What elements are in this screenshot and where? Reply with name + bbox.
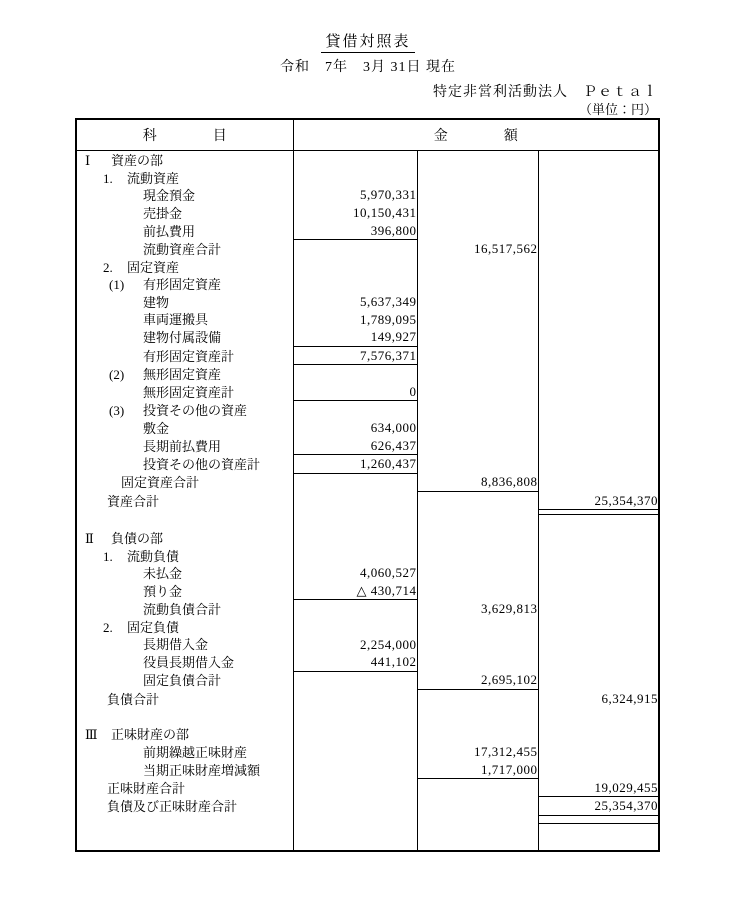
table-row (76, 600, 659, 618)
account-cell (76, 725, 293, 743)
table-row (76, 618, 659, 636)
account-cell (76, 797, 293, 816)
amount-col1-cell (293, 707, 417, 725)
account-cell (76, 514, 293, 529)
amount-col3-cell (538, 514, 659, 529)
empty-row (76, 707, 659, 725)
table-row (76, 491, 659, 509)
row-marker: 1. (103, 548, 113, 564)
amount-col2-cell (417, 365, 538, 383)
page-title (0, 30, 736, 51)
amount-col2-cell (417, 797, 538, 816)
amount-col2-cell (417, 582, 538, 600)
col-header-amount: 金 額 (293, 119, 659, 151)
account-label: 役員長期借入金 (143, 655, 235, 671)
amount-col2-cell (417, 842, 538, 851)
amount-col3-cell (538, 635, 659, 653)
amount-col3-cell (538, 328, 659, 346)
account-cell (76, 293, 293, 311)
amount-col1-cell (293, 689, 417, 707)
amount-col2-cell: 3,629,813 (417, 600, 538, 618)
account-cell (76, 823, 293, 842)
amount-col3-cell (538, 582, 659, 600)
account-cell (76, 653, 293, 671)
amount-col2-cell (417, 725, 538, 743)
amount-col2-cell (417, 275, 538, 293)
amount-col1-cell (293, 529, 417, 547)
amount-col3-cell (538, 151, 659, 169)
amount-col3-cell (538, 437, 659, 455)
account-cell (76, 529, 293, 547)
amount-col2-cell (417, 823, 538, 842)
amount-col1-cell: 4,060,527 (293, 564, 417, 582)
amount-col3-cell (538, 600, 659, 618)
row-marker: (1) (109, 277, 125, 293)
amount-col1-cell: 5,970,331 (293, 186, 417, 204)
amount-col3-cell (538, 725, 659, 743)
amount-col1-cell (293, 365, 417, 383)
account-label: 現金預金 (143, 188, 196, 204)
table-row (76, 473, 659, 491)
account-cell (76, 275, 293, 293)
amount-col3-cell (538, 221, 659, 239)
account-cell (76, 564, 293, 582)
account-cell (76, 671, 293, 689)
account-cell (76, 365, 293, 383)
account-label: 資産合計 (107, 493, 160, 509)
table-row (76, 671, 659, 689)
amount-col2-cell (417, 204, 538, 222)
amount-col1-cell: 2,254,000 (293, 635, 417, 653)
account-label: 前期繰越正味財産 (143, 744, 248, 760)
account-cell (76, 310, 293, 328)
table-row (76, 383, 659, 401)
account-label: 負債合計 (107, 691, 160, 707)
amount-col1-cell (293, 618, 417, 636)
account-label: 固定資産 (127, 259, 180, 275)
account-label: 敷金 (143, 420, 170, 436)
amount-col2-cell (417, 779, 538, 797)
amount-col2-cell (417, 635, 538, 653)
table-row (76, 275, 659, 293)
amount-col2-cell (417, 221, 538, 239)
account-label: 当期正味財産増減額 (143, 762, 261, 778)
amount-col1-cell (293, 725, 417, 743)
amount-col2-cell (417, 328, 538, 346)
amount-col2-cell (417, 514, 538, 529)
table-row (76, 635, 659, 653)
empty-row (76, 514, 659, 529)
amount-col2-cell (417, 186, 538, 204)
amount-col2-cell (417, 455, 538, 474)
amount-col2-cell: 17,312,455 (417, 743, 538, 761)
amount-col1-cell (293, 671, 417, 689)
col-header-account: 科 目 (76, 119, 293, 151)
amount-col1-cell (293, 600, 417, 618)
amount-col1-cell (293, 797, 417, 816)
account-label: 固定負債合計 (143, 673, 222, 689)
table-row (76, 437, 659, 455)
amount-col1-cell (293, 842, 417, 851)
account-label: 有形固定資産 (143, 277, 222, 293)
amount-col3-cell (538, 671, 659, 689)
amount-col3-cell (538, 842, 659, 851)
account-label: 有形固定資産計 (143, 348, 235, 364)
account-cell (76, 842, 293, 851)
amount-col2-cell (417, 689, 538, 707)
amount-col1-cell (293, 546, 417, 564)
table-row (76, 258, 659, 276)
amount-col1-cell (293, 151, 417, 169)
account-cell (76, 689, 293, 707)
amount-col1-cell: 5,637,349 (293, 293, 417, 311)
account-cell (76, 582, 293, 600)
amount-col1-cell: 149,927 (293, 328, 417, 346)
account-cell (76, 491, 293, 509)
amount-col3-cell (538, 293, 659, 311)
account-label: 投資その他の資産計 (143, 457, 261, 473)
amount-col2-cell (417, 437, 538, 455)
row-marker: Ⅲ (85, 727, 98, 743)
table-header-row (76, 119, 659, 151)
amount-col3-cell (538, 455, 659, 474)
amount-col1-cell: 626,437 (293, 437, 417, 455)
amount-col1-cell (293, 743, 417, 761)
account-label: 固定負債 (127, 619, 180, 635)
amount-col2-cell (417, 564, 538, 582)
table-row (76, 151, 659, 169)
amount-col3-cell (538, 310, 659, 328)
account-label: 流動資産 (127, 170, 180, 186)
table-row (76, 582, 659, 600)
table-row (76, 293, 659, 311)
table-row (76, 761, 659, 779)
amount-col3-cell (538, 823, 659, 842)
amount-col1-cell: 396,800 (293, 221, 417, 239)
amount-col2-cell (417, 383, 538, 401)
account-label: 車両運搬具 (143, 312, 209, 328)
empty-row (76, 823, 659, 842)
amount-col2-cell (417, 310, 538, 328)
account-label: 建物 (143, 294, 170, 310)
account-cell (76, 761, 293, 779)
amount-col3-cell (538, 529, 659, 547)
account-label: 前払費用 (143, 223, 196, 239)
amount-col3-cell (538, 365, 659, 383)
amount-col2-cell (417, 529, 538, 547)
organization-name: 特定非営利活動法人 Ｐｅｔａｌ (433, 85, 658, 100)
amount-col3-cell (538, 564, 659, 582)
row-marker: 1. (103, 170, 113, 186)
account-cell (76, 546, 293, 564)
table-row (76, 725, 659, 743)
table-row (76, 221, 659, 239)
account-cell (76, 169, 293, 187)
amount-col3-cell: 6,324,915 (538, 689, 659, 707)
table-row (76, 779, 659, 797)
account-label: 長期借入金 (143, 637, 209, 653)
amount-col1-cell (293, 491, 417, 509)
row-marker: Ⅱ (85, 530, 94, 546)
table-row (76, 546, 659, 564)
row-marker: (3) (109, 403, 125, 419)
amount-col3-cell (538, 383, 659, 401)
table-row (76, 653, 659, 671)
amount-col2-cell: 16,517,562 (417, 239, 538, 257)
amount-col3-cell: 25,354,370 (538, 491, 659, 509)
account-label: 預り金 (143, 583, 183, 599)
amount-col2-cell (417, 546, 538, 564)
double-rule-spacer-row (76, 815, 659, 823)
account-cell (76, 204, 293, 222)
account-label: 正味財産の部 (111, 727, 190, 743)
account-cell (76, 779, 293, 797)
amount-col3-cell (538, 419, 659, 437)
account-cell (76, 437, 293, 455)
amount-col3-cell (538, 401, 659, 419)
balance-sheet-table (75, 118, 660, 852)
account-cell (76, 600, 293, 618)
amount-col3-cell (538, 707, 659, 725)
table-row (76, 328, 659, 346)
account-label: 無形固定資産計 (143, 385, 235, 401)
amount-col1-cell: 0 (293, 383, 417, 401)
table-row (76, 239, 659, 257)
account-label: 未払金 (143, 566, 183, 582)
amount-col2-cell (417, 815, 538, 823)
account-cell (76, 346, 293, 365)
amount-col2-cell: 2,695,102 (417, 671, 538, 689)
amount-col2-cell (417, 653, 538, 671)
amount-col2-cell (417, 346, 538, 365)
account-cell (76, 186, 293, 204)
table-row (76, 186, 659, 204)
amount-col3-cell (538, 275, 659, 293)
amount-col3-cell: 25,354,370 (538, 797, 659, 816)
account-cell (76, 635, 293, 653)
balance-sheet-body (76, 151, 659, 851)
account-cell (76, 455, 293, 474)
account-label: 固定資産合計 (121, 475, 200, 491)
amount-col2-cell: 1,717,000 (417, 761, 538, 779)
amount-col3-cell (538, 815, 659, 823)
account-cell (76, 815, 293, 823)
table-row (76, 310, 659, 328)
amount-col1-cell (293, 815, 417, 823)
amount-col3-cell (538, 653, 659, 671)
amount-col2-cell (417, 491, 538, 509)
account-label: 長期前払費用 (143, 438, 222, 454)
account-label: 投資その他の資産 (143, 403, 248, 419)
account-label: 負債の部 (111, 530, 164, 546)
amount-col3-cell (538, 546, 659, 564)
table-row (76, 529, 659, 547)
account-label: 正味財産合計 (107, 780, 186, 796)
amount-col1-cell: 441,102 (293, 653, 417, 671)
account-cell (76, 258, 293, 276)
amount-col1-cell: 1,789,095 (293, 310, 417, 328)
table-row (76, 564, 659, 582)
amount-col3-cell (538, 204, 659, 222)
table-row (76, 419, 659, 437)
amount-col3-cell: 19,029,455 (538, 779, 659, 797)
account-label: 無形固定資産 (143, 366, 222, 382)
amount-col2-cell (417, 169, 538, 187)
account-label: 資産の部 (111, 153, 164, 169)
account-cell (76, 707, 293, 725)
amount-col1-cell (293, 169, 417, 187)
amount-col3-cell (538, 239, 659, 257)
amount-col1-cell (293, 401, 417, 419)
report-date: 令和 7年 3月 31日 現在 (280, 60, 456, 75)
account-cell (76, 419, 293, 437)
amount-col1-cell (293, 473, 417, 491)
account-cell (76, 473, 293, 491)
amount-col2-cell (417, 401, 538, 419)
amount-col1-cell (293, 823, 417, 842)
table-row (76, 743, 659, 761)
amount-col2-cell: 8,836,808 (417, 473, 538, 491)
amount-col2-cell (417, 258, 538, 276)
account-label: 建物付属設備 (143, 330, 222, 346)
amount-col2-cell (417, 707, 538, 725)
amount-col1-cell: 634,000 (293, 419, 417, 437)
amount-col2-cell (417, 618, 538, 636)
amount-col3-cell (538, 743, 659, 761)
amount-col2-cell (417, 151, 538, 169)
table-row (76, 401, 659, 419)
table-row (76, 365, 659, 383)
table-row (76, 169, 659, 187)
page-title-text: 貸借対照表 (321, 34, 414, 53)
account-cell (76, 743, 293, 761)
account-label: 売掛金 (143, 205, 183, 221)
account-cell (76, 383, 293, 401)
amount-col1-cell: △ 430,714 (293, 582, 417, 600)
amount-col3-cell (538, 346, 659, 365)
amount-col1-cell (293, 258, 417, 276)
amount-col1-cell: 10,150,431 (293, 204, 417, 222)
amount-col1-cell (293, 779, 417, 797)
row-marker: (2) (109, 366, 125, 382)
amount-col3-cell (538, 761, 659, 779)
empty-row (76, 842, 659, 851)
amount-col1-cell: 1,260,437 (293, 455, 417, 474)
row-marker: Ⅰ (85, 153, 91, 169)
account-cell (76, 328, 293, 346)
amount-col3-cell (538, 618, 659, 636)
account-label: 負債及び正味財産合計 (107, 799, 238, 815)
table-row (76, 346, 659, 365)
amount-col2-cell (417, 419, 538, 437)
amount-col3-cell (538, 258, 659, 276)
amount-col1-cell (293, 514, 417, 529)
amount-col3-cell (538, 169, 659, 187)
table-row (76, 455, 659, 474)
account-cell (76, 221, 293, 239)
account-label: 流動負債 (127, 548, 180, 564)
amount-col2-cell (417, 293, 538, 311)
account-cell (76, 151, 293, 169)
unit-label: （単位：円） (578, 102, 657, 117)
table-row (76, 689, 659, 707)
table-row (76, 797, 659, 816)
amount-col3-cell (538, 186, 659, 204)
amount-col1-cell (293, 275, 417, 293)
amount-col1-cell (293, 239, 417, 257)
account-cell (76, 239, 293, 257)
account-cell (76, 401, 293, 419)
row-marker: 2. (103, 259, 113, 275)
amount-col3-cell (538, 473, 659, 491)
account-label: 流動資産合計 (143, 241, 222, 257)
amount-col1-cell: 7,576,371 (293, 346, 417, 365)
table-row (76, 204, 659, 222)
account-label: 流動負債合計 (143, 602, 222, 618)
account-cell (76, 618, 293, 636)
row-marker: 2. (103, 619, 113, 635)
amount-col1-cell (293, 761, 417, 779)
